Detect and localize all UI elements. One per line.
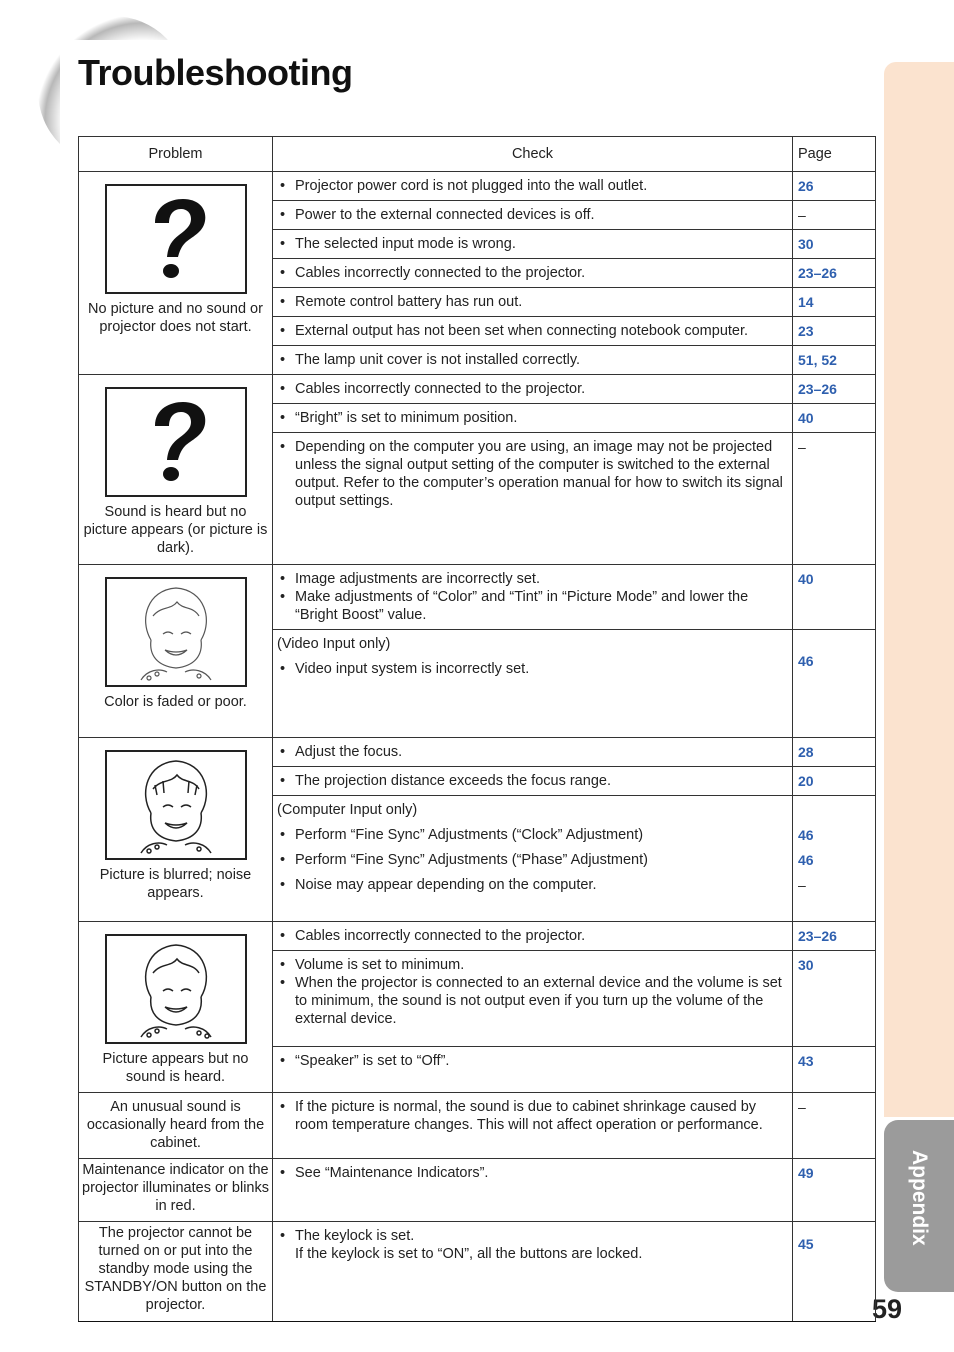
problem-text: Maintenance indicator on the projector illuminates or blinks in red. <box>82 1162 269 1214</box>
page-ref-link[interactable]: 46 <box>798 852 814 868</box>
check-cell <box>273 201 793 230</box>
check-cell <box>273 375 793 404</box>
check-item: • Video input system is incorrectly set. <box>277 660 786 678</box>
check-cell <box>273 288 793 317</box>
table-row <box>79 738 876 767</box>
table-header-row <box>79 137 876 172</box>
header-problem: Problem <box>79 137 273 172</box>
check-cell <box>273 172 793 201</box>
page-ref-link[interactable]: 26 <box>793 172 876 201</box>
problem-cell <box>79 1093 273 1159</box>
problem-cell <box>79 1159 273 1222</box>
problem-cell <box>79 375 273 565</box>
check-item: • Projector power cord is not plugged into the wall outlet. <box>277 177 786 195</box>
table-row <box>79 375 876 404</box>
problem-cell <box>79 172 273 375</box>
check-cell <box>273 565 793 630</box>
page-ref-link[interactable]: 40 <box>793 404 876 433</box>
header-page: Page <box>793 137 876 172</box>
check-cell <box>273 346 793 375</box>
page-ref-link[interactable]: 46 <box>798 827 814 843</box>
check-item: • Remote control battery has run out. <box>277 293 786 311</box>
problem-text: Picture appears but no sound is heard. <box>102 1051 249 1085</box>
problem-text: Picture is blurred; noise appears. <box>99 867 252 901</box>
check-item: • The selected input mode is wrong. <box>277 235 786 253</box>
check-cell <box>273 922 793 951</box>
problem-cell <box>79 922 273 1093</box>
check-item: • “Speaker” is set to “Off”. <box>277 1052 786 1070</box>
page-ref-link[interactable]: 30 <box>793 230 876 259</box>
problem-text: An unusual sound is occasionally heard from the cabinet. <box>86 1099 265 1151</box>
troubleshooting-table <box>78 136 876 1322</box>
table-row <box>79 1093 876 1159</box>
input-note: (Video Input only) <box>277 636 391 652</box>
appendix-tab-label: Appendix <box>908 1150 931 1246</box>
page-ref: – <box>793 1093 876 1159</box>
table-row <box>79 922 876 951</box>
page-ref-link[interactable]: 20 <box>793 767 876 796</box>
blurred-girl-picture-icon <box>105 750 247 860</box>
problem-text: Sound is heard but no picture appears (or picture is dark). <box>83 504 268 556</box>
check-item: • Power to the external connected devices is off. <box>277 206 786 224</box>
page-ref: – <box>793 433 876 565</box>
check-item: • Cables incorrectly connected to the projector. <box>277 264 786 282</box>
page-ref-link[interactable]: 30 <box>793 951 876 1047</box>
page-ref-link[interactable]: 43 <box>793 1047 876 1093</box>
check-cell <box>273 1047 793 1093</box>
check-item: • Make adjustments of “Color” and “Tint” in “Picture Mode” and lower the “Bright Boost” value. <box>277 588 786 624</box>
check-cell <box>273 317 793 346</box>
table-row <box>79 172 876 201</box>
check-item: • See “Maintenance Indicators”. <box>277 1164 786 1182</box>
check-item: • When the projector is connected to an external device and the volume is set to minimum, the sound is not output even if you turn up the volume of the external device. <box>277 974 786 1028</box>
question-mark-icon <box>105 184 247 294</box>
check-item: • Depending on the computer you are using, an image may not be projected unless the signal output setting of the computer is switched to the external output. Refer to the computer’s operation manual for how to switch its signal output settings. <box>277 438 786 510</box>
faded-girl-picture-icon <box>105 577 247 687</box>
check-item: • If the picture is normal, the sound is due to cabinet shrinkage caused by room temperature changes. This will not affect operation or performance. <box>277 1098 786 1134</box>
check-item: • The keylock is set. <box>277 1227 786 1245</box>
check-item: • Perform “Fine Sync” Adjustments (“Clock” Adjustment) <box>277 826 786 844</box>
check-cell <box>273 738 793 767</box>
check-cell <box>273 796 793 922</box>
check-item: • Cables incorrectly connected to the projector. <box>277 927 786 945</box>
check-item: • The lamp unit cover is not installed correctly. <box>277 351 786 369</box>
problem-text: No picture and no sound or projector does not start. <box>88 301 263 335</box>
page-ref: – <box>793 201 876 230</box>
check-item-continuation: If the keylock is set to “ON”, all the buttons are locked. <box>295 1246 643 1262</box>
check-item: • The projection distance exceeds the focus range. <box>277 772 786 790</box>
problem-cell <box>79 738 273 922</box>
header-check: Check <box>273 137 793 172</box>
page-ref-link[interactable]: 23–26 <box>793 375 876 404</box>
check-item: • Adjust the focus. <box>277 743 786 761</box>
check-cell <box>273 1093 793 1159</box>
problem-text: Color is faded or poor. <box>104 694 247 710</box>
check-cell <box>273 259 793 288</box>
table-row <box>79 1222 876 1322</box>
page-ref-cell <box>793 630 876 738</box>
check-cell <box>273 1159 793 1222</box>
page-ref-link[interactable]: 45 <box>798 1236 814 1252</box>
check-item: • Volume is set to minimum. <box>277 956 786 974</box>
page-title: Troubleshooting <box>78 52 353 93</box>
input-note: (Computer Input only) <box>277 802 418 818</box>
check-item: • Noise may appear depending on the computer. <box>277 876 786 894</box>
question-mark-icon <box>105 387 247 497</box>
page-ref-link[interactable]: 49 <box>793 1159 876 1222</box>
page-number: 59 <box>872 1294 903 1324</box>
check-cell <box>273 433 793 565</box>
problem-text: The projector cannot be turned on or put into the standby mode using the STANDBY/ON button on the projector. <box>84 1225 267 1313</box>
problem-cell <box>79 565 273 738</box>
table-row <box>79 565 876 630</box>
check-cell <box>273 1222 793 1322</box>
page-ref-cell <box>793 796 876 922</box>
page-ref-link[interactable]: 51, 52 <box>793 346 876 375</box>
page-ref-link[interactable]: 46 <box>798 653 814 669</box>
table-row <box>79 1159 876 1222</box>
check-cell <box>273 230 793 259</box>
check-cell <box>273 404 793 433</box>
problem-cell <box>79 1222 273 1322</box>
page-ref-link[interactable]: 23–26 <box>793 922 876 951</box>
check-item: • Perform “Fine Sync” Adjustments (“Phase” Adjustment) <box>277 851 786 869</box>
page-ref-link[interactable]: 40 <box>793 565 876 630</box>
check-cell <box>273 951 793 1047</box>
page-ref-link[interactable]: 14 <box>793 288 876 317</box>
check-item: • Image adjustments are incorrectly set. <box>277 570 786 588</box>
side-tab-band <box>884 62 954 1117</box>
page-ref-link[interactable]: 28 <box>793 738 876 767</box>
check-item: • “Bright” is set to minimum position. <box>277 409 786 427</box>
page-ref: – <box>798 877 806 893</box>
page-ref-cell <box>793 1222 876 1322</box>
page-ref-link[interactable]: 23 <box>793 317 876 346</box>
check-cell <box>273 630 793 738</box>
page-ref-link[interactable]: 23–26 <box>793 259 876 288</box>
check-item: • Cables incorrectly connected to the projector. <box>277 380 786 398</box>
check-item: • External output has not been set when connecting notebook computer. <box>277 322 786 340</box>
girl-picture-icon <box>105 934 247 1044</box>
check-cell <box>273 767 793 796</box>
